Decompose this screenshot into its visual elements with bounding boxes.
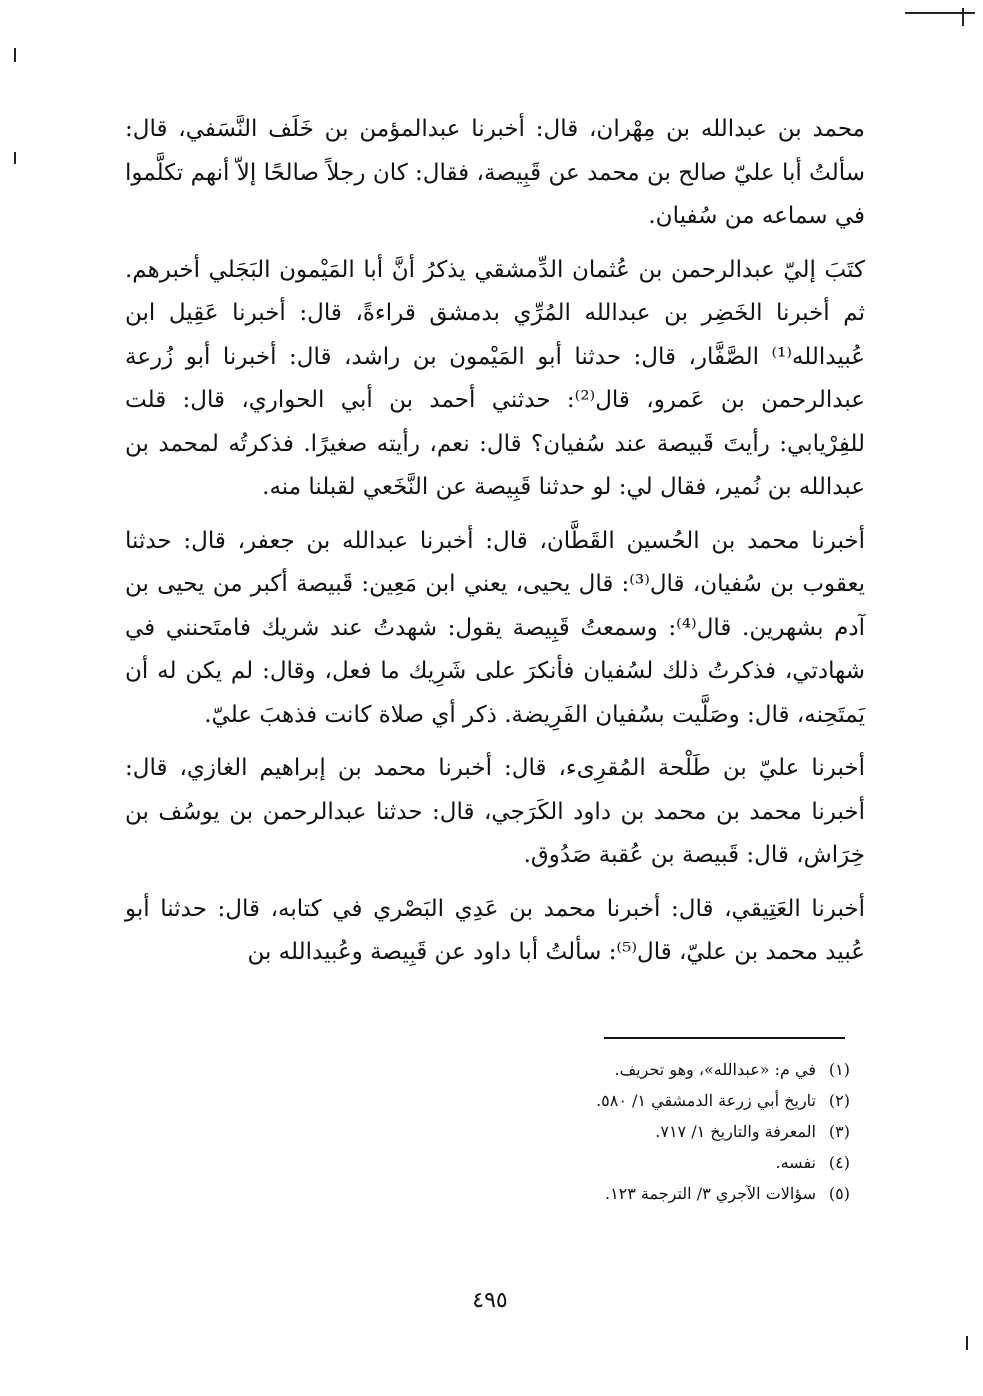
footnote-item xyxy=(360,1116,850,1147)
footnote-number: (٢) xyxy=(828,1091,850,1110)
footnote-item xyxy=(360,1054,850,1085)
footnote-text: سؤالات الآجري ٣/ الترجمة ١٢٣. xyxy=(604,1184,816,1203)
footnote-number: (٣) xyxy=(828,1122,850,1141)
scan-edge-mark xyxy=(14,48,16,62)
paragraph-3: أخبرنا محمد بن الحُسين القَطَّان، قال: أخبرنا عبدالله بن جعفر، قال: حدثنا يعقوب بن سُفيان، قال⁽³⁾: قال يحيى، يعني ابن مَعِين: قَبيصة أكبر من يحيى بن آدم بشهرين. قال⁽⁴⁾: وسمعتُ قَبِيصة يقول: شهدتُ عند شريك فامتَحنني في شهادتي، فذكرتُ ذلك لسُفيان فأنكرَ على شَرِيك ما فعل، وقال: لم يكن له أن يَمتَحِنه، قال: وصَلَّيت بسُفيان الفَرِيضة. ذكر أي صلاة كانت فذهبَ عليّ. xyxy=(125,527,865,728)
footnote-text: نفسه. xyxy=(775,1153,816,1172)
footnote-number: (١) xyxy=(828,1060,850,1079)
footnote-number: (٤) xyxy=(828,1153,850,1172)
footnote-item xyxy=(360,1147,850,1178)
footnotes-list xyxy=(360,1054,850,1209)
footnote-text: في م: «عبدالله»، وهو تحريف. xyxy=(614,1060,816,1079)
scan-edge-mark xyxy=(966,1336,968,1350)
scan-edge-mark xyxy=(962,8,964,26)
paragraph-4: أخبرنا عليّ بن طَلْحة المُقرِىء، قال: أخبرنا محمد بن إبراهيم الغازي، قال: أخبرنا محمد بن محمد بن داود الكَرَجي، قال: حدثنا عبدالرحمن بن يوسُف بن خِرَاش، قال: قَبيصة بن عُقبة صَدُوق. xyxy=(125,755,865,868)
footnote-item xyxy=(360,1085,850,1116)
paragraph-5: أخبرنا العَتِيقي، قال: أخبرنا محمد بن عَدِي البَصْري في كتابه، قال: حدثنا أبو عُبيد محمد بن عليّ، قال⁽⁵⁾: سألتُ أبا داود عن قَبِيصة وعُبيدالله بن xyxy=(125,895,865,965)
footnote-text: تاريخ أبي زرعة الدمشقي ١/ ٥٨٠. xyxy=(596,1091,816,1110)
page-number: ٤٩٥ xyxy=(472,1288,508,1313)
footnote-divider xyxy=(604,1037,845,1039)
scan-edge-mark xyxy=(14,152,16,164)
paragraph-2: كتَبَ إليّ عبدالرحمن بن عُثمان الدِّمشقي يذكرُ أنَّ أبا المَيْمون البَجَلي أخبرهم. ثم أخبرنا الخَضِر بن عبدالله المُرِّي بدمشق قراءةً، قال: أخبرنا عَقِيل ابن عُبيدالله⁽¹⁾ الصَّفَّار، قال: حدثنا أبو المَيْمون بن راشد، قال: أخبرنا أبو زُرعة عبدالرحمن بن عَمرو، قال⁽²⁾: حدثني أحمد بن أبي الحواري، قال: قلت للفِرْيابي: رأيتَ قَبيصة عند سُفيان؟ قال: نعم، رأيته صغيرًا. فذكرتُه لمحمد بن عبدالله بن نُمير، فقال لي: لو حدثنا قَبِيصة عن النَّخَعي لقبلنا منه. xyxy=(125,256,866,500)
main-text xyxy=(125,108,865,985)
paragraph-1: محمد بن عبدالله بن مِهْران، قال: أخبرنا عبدالمؤمن بن خَلَف النَّسَفي، قال: سألتُ أبا عليّ صالح بن محمد عن قَبِيصة، فقال: كان رجلاً صالحًا إلاّ أنهم تكلَّموا في سماعه من سُفيان. xyxy=(125,116,865,229)
footnote-number: (٥) xyxy=(828,1184,850,1203)
footnote-text: المعرفة والتاريخ ١/ ٧١٧. xyxy=(655,1122,816,1141)
footnote-item xyxy=(360,1178,850,1209)
scan-edge-mark xyxy=(905,12,975,14)
